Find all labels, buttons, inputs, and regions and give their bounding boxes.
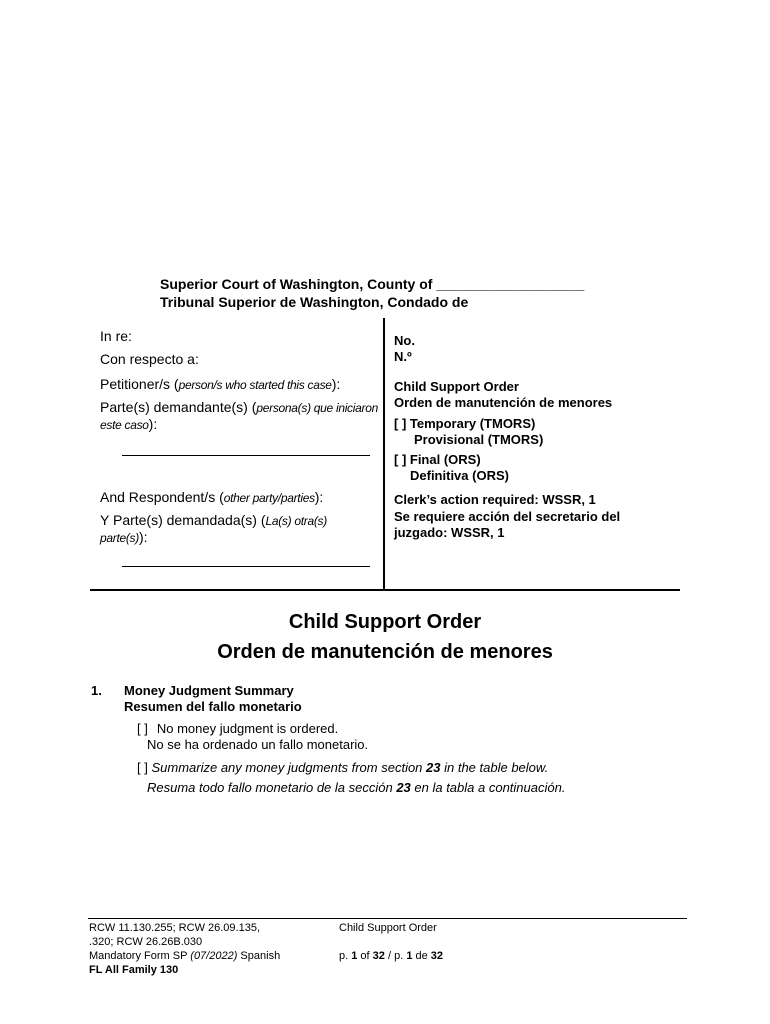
order-type-en: Child Support Order <box>394 379 519 394</box>
no-judgment-option[interactable]: [ ] No money judgment is ordered. <box>137 721 339 736</box>
document-title-en: Child Support Order <box>288 611 482 633</box>
temporary-checkbox-label[interactable]: [ ] Temporary (TMORS) <box>394 416 536 431</box>
footer-doc-title: Child Support Order <box>339 922 437 934</box>
definitiva-label: Definitiva (ORS) <box>410 468 509 483</box>
in-re-label: In re: <box>100 328 132 344</box>
respondent-label: And Respondent/s (other party/parties): <box>100 489 324 505</box>
parte-demandante-label: Parte(s) demandante(s) (persona(s) que iniciaron <box>100 399 378 415</box>
clerk-action-es-cont: juzgado: WSSR, 1 <box>394 525 505 540</box>
footer-form-id: Mandatory Form SP (07/2022) Spanish <box>89 950 281 962</box>
clerk-action-en: Clerk’s action required: WSSR, 1 <box>394 492 596 507</box>
petitioner-signature-line <box>122 455 370 456</box>
caption-divider-horizontal <box>90 589 680 591</box>
footer-page-number: p. 1 of 32 / p. 1 de 32 <box>339 950 444 962</box>
court-name-es: Tribunal Superior de Washington, Condado de <box>160 294 469 310</box>
case-number-label: No. <box>394 333 415 348</box>
footer-form-code: FL All Family 130 <box>89 964 179 976</box>
checkbox[interactable]: [ ] <box>137 760 148 775</box>
footer-rcw-2: .320; RCW 26.26B.030 <box>89 936 203 948</box>
parte-demandada-label-cont: parte(s)): <box>100 529 148 545</box>
checkbox[interactable]: [ ] <box>137 721 148 736</box>
section-number: 1. <box>91 683 102 698</box>
con-respecto-label: Con respecto a: <box>100 351 199 367</box>
summarize-judgment-option[interactable]: [ ] Summarize any money judgments from section 23 in the table below. <box>137 760 549 775</box>
court-name-en: Superior Court of Washington, County of ___________________ <box>160 276 585 292</box>
footer-rcw-1: RCW 11.130.255; RCW 26.09.135, <box>89 922 260 934</box>
clerk-action-es: Se requiere acción del secretario del <box>394 509 621 524</box>
respondent-signature-line <box>122 566 370 567</box>
section-heading-en: Money Judgment Summary <box>124 683 294 698</box>
section-heading-es: Resumen del fallo monetario <box>124 699 302 714</box>
caption-divider-vertical <box>383 318 385 591</box>
summarize-judgment-option-es: Resuma todo fallo monetario de la sección 23 en la tabla a continuación. <box>147 780 566 795</box>
provisional-label: Provisional (TMORS) <box>414 432 544 447</box>
footer-divider <box>88 918 687 919</box>
petitioner-label: Petitioner/s (person/s who started this case): <box>100 376 341 392</box>
document-title-es: Orden de manutención de menores <box>217 641 553 663</box>
order-type-es: Orden de manutención de menores <box>394 395 613 410</box>
no-judgment-option-es: No se ha ordenado un fallo monetario. <box>147 737 369 752</box>
parte-demandada-label: Y Parte(s) demandada(s) (La(s) otra(s) <box>100 512 327 528</box>
case-number-label-es: N.º <box>394 349 412 364</box>
final-checkbox-label[interactable]: [ ] Final (ORS) <box>394 452 481 467</box>
parte-demandante-label-cont: este caso): <box>100 416 158 432</box>
